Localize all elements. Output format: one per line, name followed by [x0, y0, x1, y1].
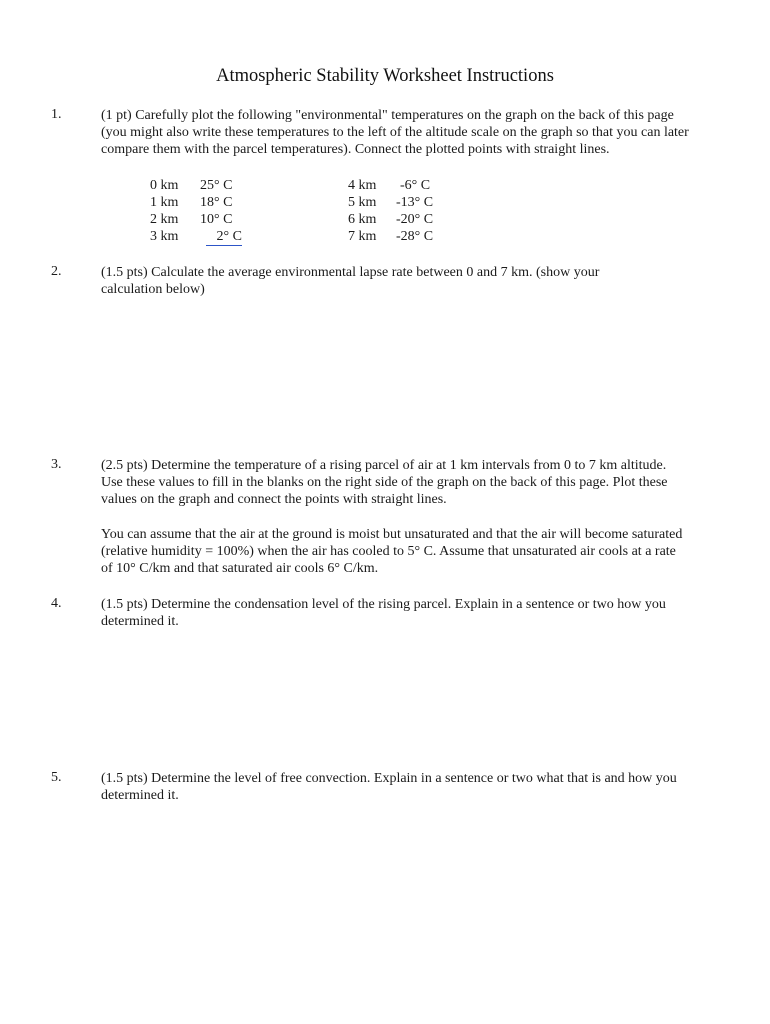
altitude-cell: 0 km: [150, 178, 179, 193]
altitude-cell: 4 km: [348, 178, 377, 193]
table-row: [150, 228, 242, 245]
table-row: [348, 194, 433, 211]
question-2-text: (1.5 pts) Calculate the average environmental lapse rate between 0 and 7 km. (show your calculation below): [101, 265, 600, 297]
question-1-number: 1.: [51, 107, 62, 122]
temperature-cell: -20° C: [396, 212, 434, 227]
temperature-table-right: [348, 177, 433, 245]
temperature-cell: -13° C: [396, 195, 434, 210]
question-2-number: 2.: [51, 264, 62, 279]
temperature-cell: 2° C: [206, 228, 242, 246]
temperature-cell: 25° C: [200, 178, 233, 193]
question-5-number: 5.: [51, 770, 62, 785]
altitude-cell: 1 km: [150, 195, 179, 210]
question-3-text: (2.5 pts) Determine the temperature of a rising parcel of air at 1 km intervals from 0 to 7 km altitude. Use these values to fill in the blanks on the right side of the graph on the back of this page. Plot these values on the graph and connect the points with straight lines.: [101, 458, 668, 507]
question-1-text: (1 pt) Carefully plot the following "environmental" temperatures on the graph on the back of this page (you might also write these temperatures to the left of the altitude scale on the graph so that you can later compare them with the parcel temperatures). Connect the plotted points with straight lines.: [101, 108, 689, 157]
question-4-text: (1.5 pts) Determine the condensation level of the rising parcel. Explain in a sentence or two how you determined it.: [101, 597, 666, 629]
temperature-cell: 18° C: [200, 195, 233, 210]
page-title: Atmospheric Stability Worksheet Instructions: [216, 66, 554, 86]
temperature-cell: 10° C: [200, 212, 233, 227]
question-3-number: 3.: [51, 457, 62, 472]
table-row: [348, 228, 433, 245]
altitude-cell: 5 km: [348, 195, 377, 210]
temperature-cell: -6° C: [400, 178, 431, 193]
question-3-assumptions: You can assume that the air at the ground is moist but unsaturated and that the air will become saturated (relative humidity = 100%) when the air has cooled to 5° C. Assume that unsaturated air cools at a rate of 10° C/km and that saturated air cools 6° C/km.: [101, 527, 683, 576]
temperature-cell: -28° C: [396, 229, 434, 244]
altitude-cell: 3 km: [150, 229, 179, 244]
question-4-number: 4.: [51, 596, 62, 611]
question-5-text: (1.5 pts) Determine the level of free convection. Explain in a sentence or two what that is and how you determined it.: [101, 771, 677, 803]
table-row: [150, 211, 242, 228]
table-row: [150, 194, 242, 211]
table-row: [150, 177, 242, 194]
table-row: [348, 177, 433, 194]
temperature-table-left: [150, 177, 242, 245]
altitude-cell: 2 km: [150, 212, 179, 227]
altitude-cell: 6 km: [348, 212, 377, 227]
table-row: [348, 211, 433, 228]
altitude-cell: 7 km: [348, 229, 377, 244]
